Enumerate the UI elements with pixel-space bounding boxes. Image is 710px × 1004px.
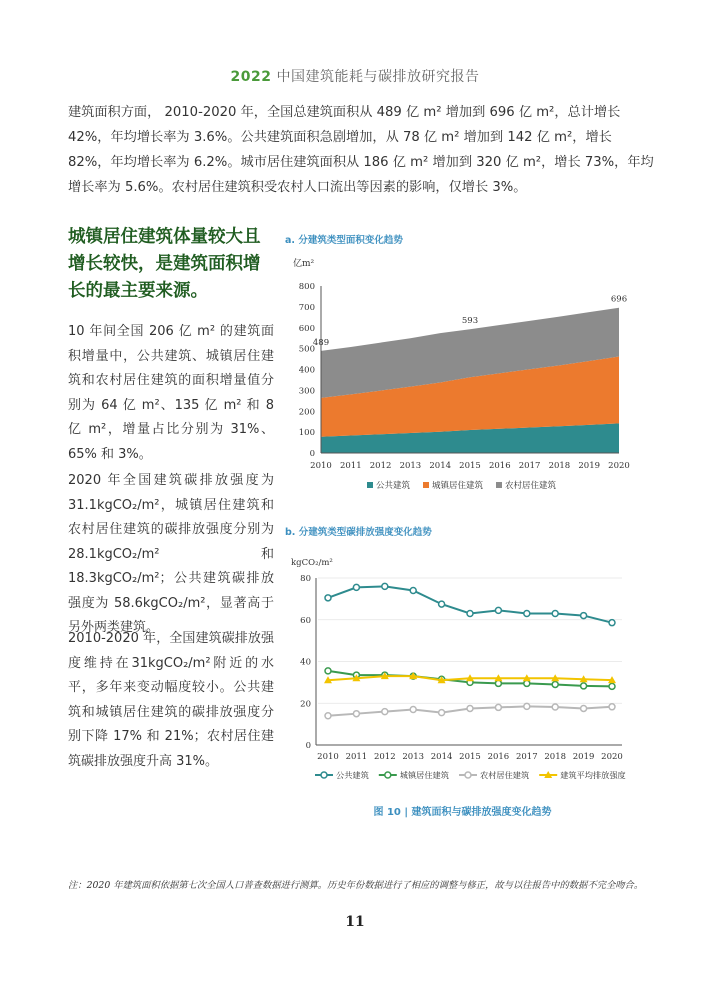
data-point bbox=[552, 610, 558, 616]
data-point bbox=[581, 613, 587, 619]
y-tick-label: 80 bbox=[300, 574, 311, 584]
legend-marker bbox=[465, 772, 471, 778]
x-tick-label: 2011 bbox=[339, 461, 362, 471]
figure-caption: 图 10 | 建筑面积与碳排放强度变化趋势 bbox=[373, 807, 552, 818]
intro-paragraph: 建筑面积方面， 2010-2020 年，全国总建筑面积从 489 亿 m² 增加到 696 亿 m²，总计增长 42%，年均增长率为 3.6%。公共建筑面积急剧增加，从 78 亿 m² 增加到 142 亿 m²，增长 82%，年均增长率为 6.2%。城市居住建筑面积从 186 亿 m² 增加到 320 亿 m²，增长 73%，年均增长率为 5.6%。农村居住建筑积受农村人口流出等因素的影响，仅增长 3%。 bbox=[68, 105, 654, 195]
data-label: 489 bbox=[312, 337, 330, 348]
line-chart bbox=[285, 543, 645, 793]
data-point bbox=[353, 711, 359, 717]
data-point bbox=[382, 583, 388, 589]
data-point bbox=[609, 704, 615, 710]
data-point bbox=[467, 610, 473, 616]
data-label: 696 bbox=[610, 294, 628, 305]
x-tick-label: 2020 bbox=[608, 461, 630, 471]
footnote: 注：2020 年建筑面积依据第七次全国人口普查数据进行测算。历史年份数据进行了相应的调整与修正，故与以往报告中的数据不完全吻合。 bbox=[68, 880, 644, 891]
x-tick-label: 2014 bbox=[430, 752, 453, 762]
side-heading: 城镇居住建筑体量较大且增长较快，是建筑面积增长的最主要来源。 bbox=[68, 227, 261, 301]
x-tick-label: 2018 bbox=[544, 752, 567, 762]
x-tick-label: 2011 bbox=[345, 752, 368, 762]
y-tick-label: 40 bbox=[300, 657, 311, 668]
data-point bbox=[581, 705, 587, 711]
y-axis-label: 亿m² bbox=[293, 259, 315, 269]
data-point bbox=[325, 668, 331, 674]
data-point bbox=[495, 607, 501, 613]
data-point bbox=[353, 584, 359, 590]
x-tick-label: 2017 bbox=[518, 461, 541, 471]
data-point bbox=[581, 683, 587, 689]
data-point bbox=[439, 601, 445, 607]
side-paragraph-3: 2010-2020 年，全国建筑碳排放强度维持在31kgCO₂/m²附近的水平，多年来变动幅度较小。公共建筑和城镇居住建筑的碳排放强度分别下降 17% 和 21%；农村居住建筑碳排放强度升高 31%。 bbox=[68, 631, 274, 769]
data-point bbox=[524, 703, 530, 709]
y-tick-label: 800 bbox=[298, 282, 315, 292]
data-point bbox=[325, 595, 331, 601]
y-tick-label: 20 bbox=[300, 699, 311, 710]
legend-label: 建筑平均排放强度 bbox=[560, 770, 626, 780]
y-tick-label: 500 bbox=[298, 344, 315, 355]
x-tick-label: 2013 bbox=[399, 461, 422, 471]
x-tick-label: 2016 bbox=[487, 752, 510, 762]
x-tick-label: 2015 bbox=[459, 752, 481, 762]
data-point bbox=[609, 683, 615, 689]
legend-swatch bbox=[367, 482, 373, 488]
y-tick-label: 700 bbox=[298, 302, 315, 313]
page-number: 11 bbox=[345, 914, 365, 930]
area-chart bbox=[285, 248, 645, 503]
x-tick-label: 2010 bbox=[310, 461, 332, 471]
data-point bbox=[439, 710, 445, 716]
data-point bbox=[410, 588, 416, 594]
data-point bbox=[410, 707, 416, 713]
header-year: 2022 bbox=[230, 69, 272, 85]
y-tick-label: 100 bbox=[298, 428, 315, 439]
x-tick-label: 2013 bbox=[402, 752, 425, 762]
legend-label: 公共建筑 bbox=[376, 481, 411, 491]
x-tick-label: 2018 bbox=[548, 461, 571, 471]
data-point bbox=[552, 704, 558, 710]
y-tick-label: 60 bbox=[300, 615, 311, 626]
x-tick-label: 2017 bbox=[515, 752, 538, 762]
data-point bbox=[609, 620, 615, 626]
legend-label: 公共建筑 bbox=[336, 770, 369, 780]
y-tick-label: 0 bbox=[305, 741, 311, 751]
legend-label: 城镇居住建筑 bbox=[432, 481, 484, 491]
data-point bbox=[382, 709, 388, 715]
chart-a-title: a. 分建筑类型面积变化趋势 bbox=[285, 235, 403, 246]
side-paragraph-2: 2020 年全国建筑碳排放强度为 31.1kgCO₂/m²，城镇居住建筑和农村居住建筑的碳排放强度分别为 28.1kgCO₂/m² 和 18.3kgCO₂/m²；公共建筑碳排放强度为 58.6kgCO₂/m²，显著高于另外两类建筑。 bbox=[68, 473, 274, 635]
data-point bbox=[467, 705, 473, 711]
legend-swatch bbox=[496, 482, 502, 488]
x-tick-label: 2012 bbox=[369, 461, 392, 471]
legend-label: 农村居住建筑 bbox=[480, 770, 530, 780]
x-tick-label: 2016 bbox=[488, 461, 511, 471]
data-point bbox=[524, 680, 530, 686]
y-tick-label: 600 bbox=[298, 323, 315, 334]
y-tick-label: 0 bbox=[309, 449, 315, 459]
header-title: 中国建筑能耗与碳排放研究报告 bbox=[271, 69, 480, 85]
x-tick-label: 2019 bbox=[578, 461, 601, 471]
x-tick-label: 2012 bbox=[373, 752, 396, 762]
legend-label: 城镇居住建筑 bbox=[399, 770, 449, 780]
x-tick-label: 2010 bbox=[317, 752, 339, 762]
x-tick-label: 2019 bbox=[572, 752, 595, 762]
x-tick-label: 2014 bbox=[429, 461, 452, 471]
y-tick-label: 400 bbox=[298, 365, 315, 376]
page-header bbox=[0, 66, 710, 86]
legend-marker bbox=[385, 772, 391, 778]
legend-marker bbox=[321, 772, 327, 778]
x-tick-label: 2015 bbox=[459, 461, 481, 471]
data-point bbox=[495, 680, 501, 686]
data-point bbox=[524, 610, 530, 616]
y-tick-label: 200 bbox=[298, 407, 315, 418]
y-axis-label: kgCO₂/m² bbox=[291, 558, 333, 568]
data-point bbox=[325, 713, 331, 719]
chart-b-title: b. 分建筑类型碳排放强度变化趋势 bbox=[285, 527, 432, 538]
legend-swatch bbox=[423, 482, 429, 488]
data-label: 593 bbox=[461, 316, 479, 327]
y-tick-label: 300 bbox=[298, 386, 315, 397]
legend-label: 农村居住建筑 bbox=[505, 481, 557, 491]
data-point bbox=[552, 681, 558, 687]
x-tick-label: 2020 bbox=[601, 752, 623, 762]
data-point bbox=[495, 704, 501, 710]
side-paragraph-1: 10 年间全国 206 亿 m² 的建筑面积增量中，公共建筑、城镇居住建筑和农村居住建筑的面积增量值分别为 64 亿 m²、135 亿 m² 和 8 亿 m²，增量占比分别为 31%、65% 和 3%。 bbox=[68, 324, 274, 462]
